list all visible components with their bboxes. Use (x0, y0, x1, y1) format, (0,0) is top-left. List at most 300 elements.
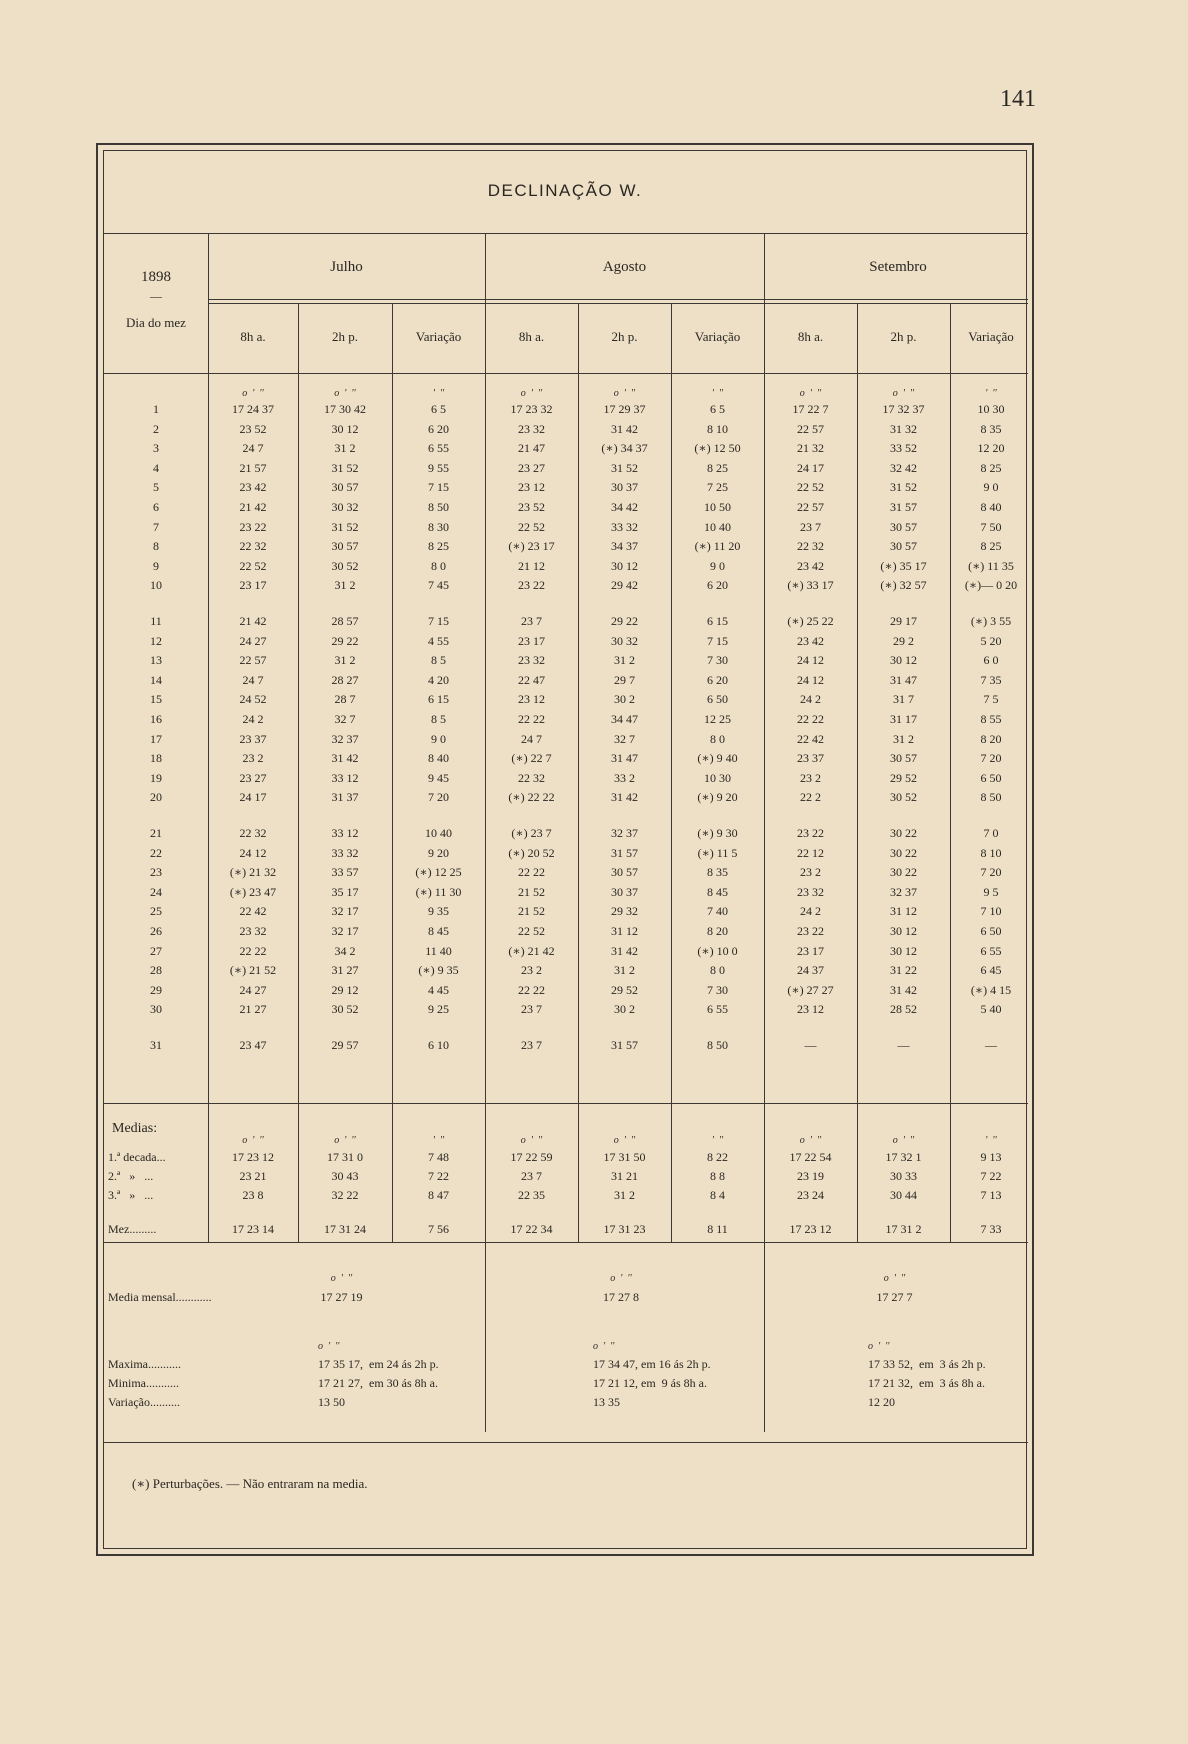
data-cell: 9 20 (428, 845, 449, 860)
data-cell: 21 27 (239, 1002, 267, 1017)
data-cell: (∗) 9 35 (418, 963, 459, 978)
data-cell: (∗) 12 25 (415, 865, 462, 880)
data-cell: 7 20 (428, 790, 449, 805)
mez-cell: 17 31 2 (885, 1222, 922, 1236)
data-cell: 31 17 (890, 712, 917, 726)
media-cell: 23 7 (521, 1169, 542, 1183)
data-cell: 24 7 (521, 731, 542, 746)
extreme-label: Minima........... (108, 1376, 179, 1390)
data-cell: 34 37 (611, 539, 638, 554)
unit-marks: ' '' (432, 1135, 445, 1146)
data-cell: (∗)— 0 20 (964, 578, 1018, 593)
data-cell: 8 50 (980, 790, 1002, 805)
data-cell: 31 57 (890, 500, 917, 514)
data-cell: 23 17 (239, 578, 267, 593)
data-cell: 21 12 (518, 558, 545, 573)
rule (104, 1442, 1028, 1443)
subcol-header: 8h a. (518, 329, 545, 344)
data-cell: (∗) 33 17 (787, 578, 834, 593)
unit-marks: o ' '' (330, 1273, 353, 1284)
data-cell: 23 12 (518, 480, 545, 495)
unit-marks: o ' '' (892, 388, 915, 399)
data-cell: 6 50 (707, 692, 728, 707)
unit-marks: ' '' (985, 388, 997, 399)
media-mensal-cell: 17 27 8 (603, 1290, 639, 1304)
subcol-header: 2h p. (332, 329, 358, 344)
unit-marks: ' '' (432, 388, 445, 399)
mez-cell: 17 31 24 (324, 1222, 366, 1236)
rule (208, 303, 1028, 304)
media-cell: 8 47 (428, 1188, 449, 1202)
unit-marks: o ' '' (520, 388, 543, 399)
extreme-cell: 17 21 27, em 30 ás 8h a. (318, 1376, 438, 1390)
data-cell: 31 42 (611, 790, 638, 805)
data-cell: 22 52 (239, 558, 267, 573)
data-cell: 8 20 (707, 924, 728, 938)
data-cell: 10 30 (704, 770, 731, 785)
media-cell: 23 19 (797, 1169, 824, 1183)
data-cell: 31 52 (331, 460, 359, 475)
data-cell: 23 32 (239, 924, 267, 938)
unit-marks: o ' '' (242, 1135, 264, 1146)
data-cell: 8 30 (428, 519, 449, 534)
month-header-julho: Julho (330, 259, 363, 275)
data-cell: 6 5 (431, 402, 446, 416)
data-cell: 21 32 (797, 441, 824, 456)
data-cell: 8 25 (980, 460, 1002, 475)
data-cell: 17 32 37 (882, 402, 925, 416)
extreme-cell: 17 34 47, em 16 ás 2h p. (593, 1357, 711, 1371)
data-cell: 31 52 (611, 460, 638, 475)
data-cell: 33 12 (331, 770, 359, 785)
data-cell: 23 2 (521, 963, 542, 978)
rule (208, 299, 1028, 300)
data-cell: 24 37 (797, 963, 824, 978)
data-cell: 31 2 (614, 653, 635, 668)
data-cell: 7 15 (707, 633, 728, 648)
data-cell: — (985, 1038, 997, 1052)
data-cell: (∗) 3 55 (970, 614, 1012, 628)
data-cell: 24 12 (797, 653, 824, 668)
day-number: 18 (150, 751, 162, 766)
data-cell: 22 32 (239, 539, 267, 554)
data-cell: 10 50 (704, 500, 731, 514)
data-cell: 17 29 37 (603, 402, 646, 416)
data-cell: 6 0 (983, 653, 999, 668)
data-cell: 12 20 (977, 441, 1005, 456)
data-cell: 9 5 (983, 884, 999, 899)
data-cell: 8 5 (431, 653, 446, 668)
extreme-cell: 17 21 12, em 9 ás 8h a. (593, 1376, 707, 1390)
data-cell: 23 42 (797, 633, 824, 648)
data-cell: 11 40 (425, 943, 452, 958)
day-number: 21 (150, 826, 162, 840)
data-cell: 8 0 (710, 963, 725, 978)
data-cell: (∗) 11 30 (415, 884, 462, 899)
data-cell: 22 57 (797, 421, 824, 436)
data-cell: 24 27 (239, 633, 267, 648)
data-cell: 22 12 (797, 845, 824, 860)
unit-marks: ' '' (711, 1135, 724, 1146)
data-cell: 29 12 (331, 982, 359, 997)
data-cell: 23 52 (518, 500, 545, 514)
day-number: 15 (150, 692, 162, 707)
data-cell: 30 22 (890, 826, 917, 840)
data-cell: 31 57 (611, 1038, 638, 1052)
data-cell: (∗) 23 7 (511, 826, 552, 840)
page-number: 141 (1000, 86, 1036, 112)
data-cell: (∗) 11 5 (697, 845, 738, 860)
data-cell: 23 7 (521, 1038, 542, 1052)
data-cell: 6 55 (980, 943, 1002, 958)
data-cell: 29 22 (611, 614, 638, 628)
data-cell: 22 57 (797, 500, 824, 514)
media-cell: 8 8 (710, 1169, 725, 1183)
data-cell: 33 32 (331, 845, 359, 860)
extreme-cell: 13 50 (318, 1395, 345, 1409)
day-number: 3 (153, 441, 159, 456)
media-cell: 7 22 (428, 1169, 449, 1183)
data-cell: 22 32 (239, 826, 267, 840)
data-cell: 9 55 (428, 460, 449, 475)
data-cell: (∗) 21 52 (229, 963, 277, 978)
extreme-cell: 17 33 52, em 3 ás 2h p. (868, 1357, 986, 1371)
row-header: Dia do mez (126, 315, 186, 330)
data-cell: 32 17 (331, 904, 359, 919)
day-number: 9 (153, 558, 159, 573)
data-cell: 31 22 (890, 963, 917, 978)
data-cell: 29 42 (611, 578, 638, 593)
data-cell: 7 45 (428, 578, 449, 593)
day-number: 26 (150, 924, 162, 938)
data-cell: (∗) 23 17 (508, 539, 555, 554)
data-cell: 23 22 (797, 826, 824, 840)
data-cell: — (897, 1038, 910, 1052)
decade-label: 3.ª » ... (108, 1188, 154, 1202)
data-cell: 24 27 (239, 982, 267, 997)
data-cell: 31 52 (890, 480, 917, 495)
media-cell: 17 32 1 (885, 1150, 922, 1164)
mez-cell: 17 23 12 (789, 1222, 832, 1236)
subcol-header: 8h a. (797, 329, 824, 344)
media-cell: 9 13 (980, 1150, 1002, 1164)
media-mensal-label: Media mensal............ (108, 1290, 212, 1304)
media-cell: 7 13 (980, 1188, 1002, 1202)
rule (104, 233, 1028, 234)
data-cell: (∗) 20 52 (508, 845, 555, 860)
data-cell: 6 20 (707, 672, 728, 687)
day-number: 6 (153, 500, 159, 514)
day-number: 8 (153, 539, 159, 554)
day-number: 11 (150, 614, 162, 628)
data-cell: 31 47 (611, 751, 638, 766)
data-cell: 30 57 (331, 480, 359, 495)
data-cell: (∗) 4 15 (970, 982, 1012, 997)
data-cell: 23 7 (800, 519, 821, 534)
data-cell: 23 22 (797, 924, 824, 938)
data-cell: 8 5 (431, 712, 446, 726)
month-header-setembro: Setembro (869, 259, 927, 275)
mez-cell: 7 33 (980, 1222, 1002, 1236)
decade-label: 2.ª » ... (108, 1169, 154, 1183)
data-cell: 33 52 (890, 441, 917, 456)
data-cell: (∗) 21 42 (508, 943, 555, 958)
data-cell: 6 45 (980, 963, 1002, 978)
data-cell: (∗) 27 27 (787, 982, 834, 997)
data-cell: (∗) 9 30 (697, 826, 738, 840)
data-cell: (∗) 22 22 (508, 790, 555, 805)
data-cell: (∗) 9 40 (697, 751, 738, 766)
data-cell: 28 57 (331, 614, 359, 628)
data-cell: 22 57 (239, 653, 267, 668)
media-cell: 22 35 (518, 1188, 545, 1202)
data-cell: 30 12 (331, 421, 359, 436)
data-cell: 23 7 (521, 1002, 542, 1017)
data-cell: 8 50 (707, 1038, 728, 1052)
data-cell: 9 0 (710, 558, 725, 573)
subcol-header: Variação (415, 329, 462, 344)
data-cell: 31 7 (893, 692, 914, 707)
data-cell: 8 40 (980, 500, 1002, 514)
data-cell: 10 40 (704, 519, 731, 534)
media-mensal-cell: 17 27 7 (876, 1290, 913, 1304)
data-cell: 23 2 (800, 865, 821, 880)
data-cell: 23 2 (242, 751, 264, 766)
data-cell: 23 37 (239, 731, 267, 746)
data-cell: 28 27 (331, 672, 359, 687)
data-cell: 33 2 (614, 770, 635, 785)
data-cell: 31 2 (334, 653, 356, 668)
data-cell: 30 37 (611, 884, 638, 899)
media-cell: 23 24 (797, 1188, 824, 1202)
data-cell: 22 32 (518, 770, 545, 785)
data-cell: 6 15 (707, 614, 728, 628)
data-cell: 30 57 (890, 751, 917, 766)
mez-cell: 17 31 23 (603, 1222, 646, 1236)
footnote: (∗) Perturbações. — Não entraram na media. (132, 1476, 368, 1491)
data-cell: 4 55 (428, 633, 449, 648)
data-cell: 24 7 (242, 441, 264, 456)
data-cell: 30 52 (331, 1002, 359, 1017)
year-dash: — (150, 289, 162, 303)
unit-marks: o ' '' (883, 1273, 906, 1284)
data-cell: 23 42 (797, 558, 824, 573)
data-cell: 29 7 (614, 672, 635, 687)
data-cell: 10 40 (425, 826, 452, 840)
media-cell: 7 48 (428, 1150, 449, 1164)
media-cell: 32 22 (331, 1188, 359, 1202)
extreme-cell: 17 21 32, em 3 ás 8h a. (868, 1376, 985, 1390)
data-cell: 34 2 (334, 943, 356, 958)
data-cell: 23 22 (518, 578, 545, 593)
data-cell: 22 22 (518, 982, 545, 997)
data-cell: 4 20 (428, 672, 449, 687)
data-cell: 31 2 (893, 731, 914, 746)
data-cell: 23 17 (797, 943, 824, 958)
rule (104, 1242, 1028, 1243)
data-cell: 21 42 (239, 614, 267, 628)
data-cell: 6 20 (707, 578, 728, 593)
day-number: 24 (150, 884, 162, 899)
day-number: 22 (150, 845, 162, 860)
data-cell: 30 57 (331, 539, 359, 554)
data-cell: 24 17 (239, 790, 267, 805)
data-cell: 29 2 (893, 633, 914, 648)
data-cell: 32 37 (611, 826, 638, 840)
day-number: 16 (150, 712, 162, 726)
data-cell: 7 5 (983, 692, 999, 707)
data-cell: 24 2 (242, 712, 264, 726)
mez-cell: 17 23 14 (232, 1222, 274, 1236)
data-cell: 21 57 (239, 460, 267, 475)
data-cell: 21 42 (239, 500, 267, 514)
data-cell: 6 5 (710, 402, 725, 416)
day-number: 13 (150, 653, 162, 668)
day-number: 29 (150, 982, 162, 997)
extreme-label: Variação.......... (108, 1395, 180, 1409)
data-cell: (∗) 32 57 (880, 578, 927, 593)
rule (104, 1103, 1028, 1104)
data-cell: 29 57 (331, 1038, 359, 1052)
data-cell: 23 32 (518, 653, 545, 668)
data-cell: 22 42 (797, 731, 824, 746)
data-cell: 7 30 (707, 982, 728, 997)
data-cell: 6 55 (707, 1002, 728, 1017)
table-frame (96, 143, 1034, 1556)
data-cell: 23 32 (518, 421, 545, 436)
extreme-label: Maxima........... (108, 1357, 181, 1371)
data-cell: 29 52 (890, 770, 917, 785)
subcol-header: 8h a. (240, 329, 266, 344)
year-label: 1898 (141, 269, 171, 285)
data-cell: 22 2 (800, 790, 821, 805)
data-cell: 24 52 (239, 692, 267, 707)
media-cell: 17 22 54 (789, 1150, 832, 1164)
data-cell: 24 2 (800, 904, 821, 919)
data-cell: 23 2 (800, 770, 821, 785)
data-cell: (∗) 11 20 (694, 539, 741, 554)
data-cell: 31 47 (890, 672, 917, 687)
data-cell: 17 23 32 (510, 402, 553, 416)
data-cell: 28 52 (890, 1002, 917, 1017)
day-number: 20 (150, 790, 162, 805)
unit-marks: ' '' (711, 388, 724, 399)
media-cell: 17 23 12 (232, 1150, 274, 1164)
data-cell: 29 17 (890, 614, 917, 628)
day-number: 19 (150, 770, 162, 785)
day-number: 14 (150, 672, 162, 687)
data-cell: 21 52 (518, 884, 545, 899)
data-cell: 29 52 (611, 982, 638, 997)
data-cell: 31 42 (611, 421, 638, 436)
data-cell: (∗) 10 0 (697, 943, 738, 958)
data-cell: 30 2 (614, 692, 635, 707)
media-cell: 31 21 (611, 1169, 638, 1183)
unit-marks: o ' '' (520, 1135, 543, 1146)
data-cell: 7 20 (980, 751, 1002, 766)
data-cell: 22 47 (518, 672, 545, 687)
data-cell: 6 20 (428, 421, 449, 436)
unit-marks: o ' '' (334, 1135, 356, 1146)
data-cell: (∗) 35 17 (880, 558, 927, 573)
media-cell: 8 4 (710, 1188, 725, 1202)
data-cell: 31 2 (334, 578, 356, 593)
data-cell: 6 50 (980, 924, 1002, 938)
data-cell: 30 57 (611, 865, 638, 880)
data-cell: 23 52 (239, 421, 267, 436)
data-cell: 22 52 (518, 519, 545, 534)
data-cell: 34 47 (611, 712, 638, 726)
data-cell: 30 57 (890, 539, 917, 554)
media-cell: 23 21 (239, 1169, 267, 1183)
unit-marks: ' '' (985, 1135, 997, 1146)
mez-cell: 7 56 (428, 1222, 449, 1236)
data-cell: 7 15 (428, 614, 449, 628)
day-number: 30 (150, 1002, 162, 1017)
data-cell: 7 30 (707, 653, 728, 668)
data-cell: 30 32 (331, 500, 359, 514)
unit-marks: o ' '' (242, 388, 264, 399)
data-cell: 8 35 (980, 421, 1002, 436)
data-cell: 8 10 (980, 845, 1002, 860)
data-cell: 8 45 (428, 924, 449, 938)
data-cell: 22 22 (239, 943, 267, 958)
data-cell: 31 52 (331, 519, 359, 534)
media-cell: 30 33 (890, 1169, 917, 1183)
medias-label: Medias: (112, 1121, 158, 1136)
data-cell: 8 20 (980, 731, 1002, 746)
data-cell: 7 20 (980, 865, 1002, 880)
data-cell: (∗) 12 50 (694, 441, 741, 456)
data-cell: (∗) 21 32 (229, 865, 277, 880)
data-cell: 31 32 (890, 421, 917, 436)
data-cell: 23 12 (518, 692, 545, 707)
data-cell: 31 2 (614, 963, 635, 978)
data-cell: (∗) 23 47 (229, 884, 277, 899)
day-number: 7 (153, 519, 159, 534)
data-cell: 29 32 (611, 904, 638, 919)
media-cell: 30 44 (890, 1188, 917, 1202)
data-cell: 17 22 7 (792, 402, 829, 416)
data-cell: 24 12 (239, 845, 267, 860)
unit-marks: o ' '' (613, 1135, 636, 1146)
data-cell: 7 35 (980, 672, 1002, 687)
data-cell: (∗) 9 20 (697, 790, 738, 805)
data-cell: 31 42 (611, 943, 638, 958)
data-cell: 22 52 (797, 480, 824, 495)
media-cell: 17 31 0 (327, 1150, 363, 1164)
data-cell: 32 7 (334, 712, 356, 726)
data-cell: 31 12 (611, 924, 638, 938)
data-cell: 8 55 (980, 712, 1002, 726)
unit-marks: o ' '' (610, 1273, 632, 1284)
data-cell: (∗) 34 37 (601, 441, 648, 456)
data-cell: 31 37 (331, 790, 359, 805)
data-cell: 30 37 (611, 480, 638, 495)
data-cell: 30 2 (614, 1002, 635, 1017)
data-cell: 7 40 (707, 904, 728, 919)
day-number: 28 (150, 963, 162, 978)
data-cell: 8 25 (980, 539, 1002, 554)
data-cell: 6 55 (428, 441, 449, 456)
data-cell: 8 40 (428, 751, 449, 766)
data-cell: 23 17 (518, 633, 545, 648)
data-cell: 7 15 (428, 480, 449, 495)
data-cell: 22 22 (518, 712, 545, 726)
data-cell: 9 45 (428, 770, 449, 785)
data-cell: 24 12 (797, 672, 824, 687)
data-cell: 30 12 (611, 558, 638, 573)
